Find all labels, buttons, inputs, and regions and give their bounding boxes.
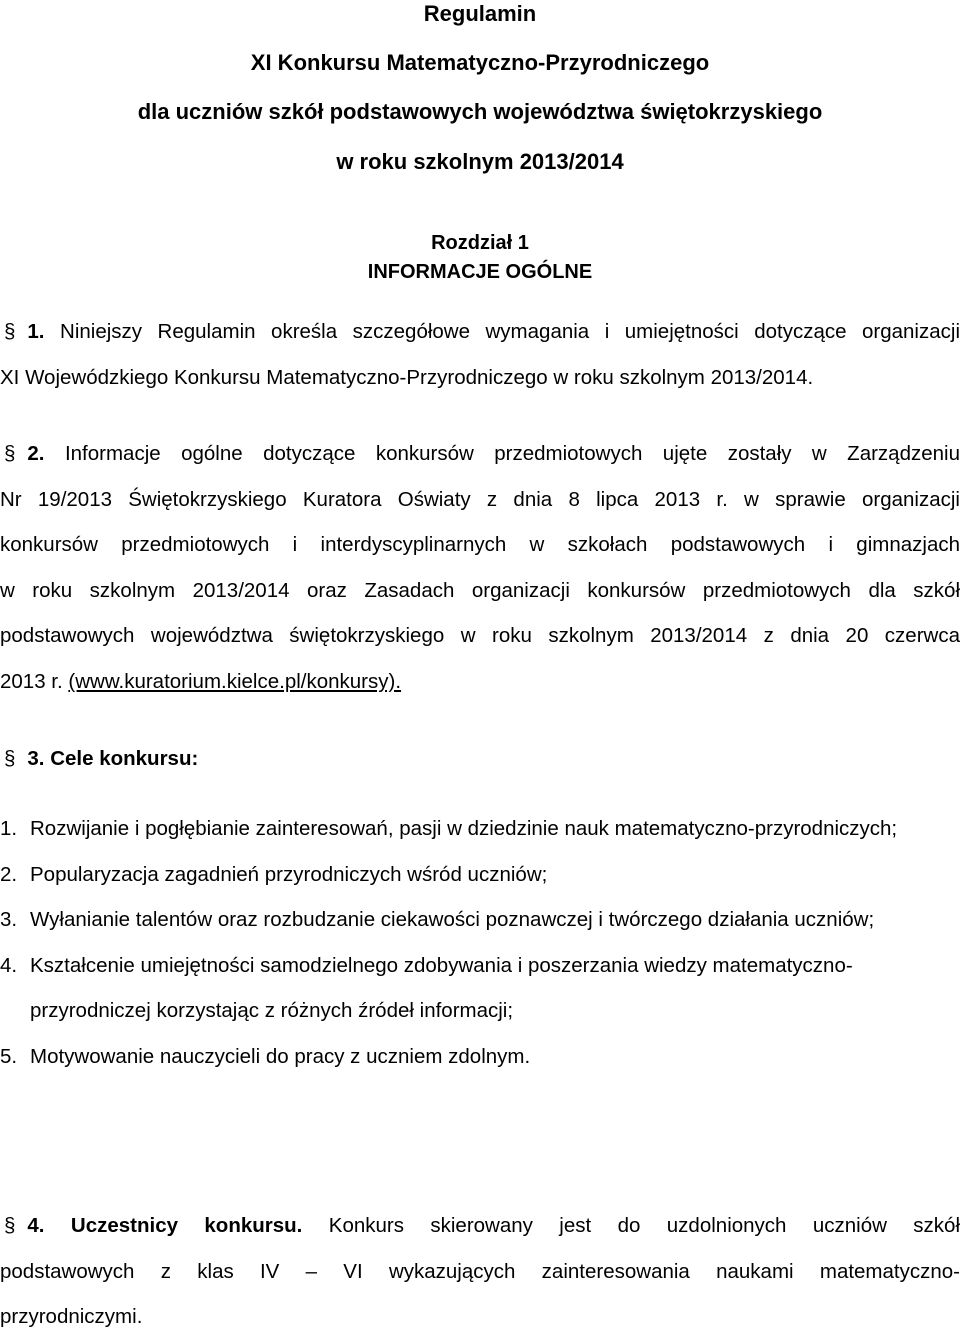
list-item	[0, 1034, 960, 1080]
paragraph-3-heading-text: 3. Cele konkursu:	[27, 747, 199, 770]
chapter-title: INFORMACJE OGÓLNE	[367, 261, 593, 283]
paragraph-4-line-3: przyrodniczymi.	[0, 1305, 143, 1329]
paragraph-1	[0, 309, 960, 400]
paragraph-2-line-4: w roku szkolnym 2013/2014 oraz Zasadach organizacji konkursów przedmiotowych dla szkół	[0, 578, 960, 602]
paragraph-2-line-2: Nr 19/2013 Świętokrzyskiego Kuratora Oświaty z dnia 8 lipca 2013 r. w sprawie organizacji	[0, 487, 960, 511]
section-sign: §	[4, 442, 16, 465]
list-item	[0, 943, 960, 1034]
paragraph-1-line-2: XI Wojewódzkiego Konkursu Matematyczno-Przyrodniczego w roku szkolnym 2013/2014.	[0, 365, 814, 389]
goal-text: Popularyzacja zagadnień przyrodniczych wśród uczniów;	[30, 862, 548, 886]
paragraph-4	[0, 1203, 960, 1340]
goal-text: Motywowanie nauczycieli do pracy z uczniem zdolnym.	[30, 1044, 531, 1068]
goal-text: Rozwijanie i pogłębianie zainteresowań, pasji w dziedzinie nauk matematyczno-przyrodniczych;	[30, 817, 898, 840]
paragraph-1-number: 1.	[27, 320, 45, 343]
goal-number: 2.	[0, 862, 18, 886]
paragraph-2-line-5: podstawowych województwa świętokrzyskiego w roku szkolnym 2013/2014 z dnia 20 czerwca	[0, 624, 960, 648]
paragraph-4-heading: 4. Uczestnicy konkursu.	[27, 1214, 303, 1237]
paragraph-2-text-6: 2013 r.	[0, 669, 69, 693]
document-title: Regulamin	[423, 1, 537, 26]
paragraph-2-line-1	[0, 431, 960, 477]
goal-number: 4.	[0, 953, 18, 977]
goals-list	[0, 806, 960, 1080]
document-subtitle-year: w roku szkolnym 2013/2014	[336, 149, 624, 174]
paragraph-1-line-1	[0, 309, 960, 355]
paragraph-2-line-6	[0, 659, 960, 705]
section-sign: §	[4, 747, 16, 770]
paragraph-3-heading	[0, 736, 198, 781]
paragraph-2	[0, 431, 960, 705]
section-sign: §	[4, 320, 16, 343]
goal-number: 3.	[0, 908, 18, 932]
goal-number: 1.	[0, 817, 18, 840]
section-sign: §	[4, 1214, 16, 1237]
paragraph-4-line-2: podstawowych z klas IV – VI wykazujących zainteresowania naukami matematyczno-	[0, 1259, 960, 1283]
paragraph-2-number: 2.	[27, 442, 45, 465]
list-item	[0, 806, 960, 852]
goal-text: Kształcenie umiejętności samodzielnego zdobywania i poszerzania wiedzy matematyczno-przyrodniczej korzystając z różnych źródeł informacji;	[30, 953, 853, 1023]
list-item	[0, 852, 960, 898]
goal-text: Wyłanianie talentów oraz rozbudzanie ciekawości poznawczej i twórczego działania uczniów;	[30, 908, 875, 932]
document-subtitle-audience: dla uczniów szkół podstawowych województwa świętokrzyskiego	[137, 99, 823, 124]
paragraph-4-line-1	[0, 1203, 960, 1249]
paragraph-2-text-1: Informacje ogólne dotyczące konkursów przedmiotowych ujęte zostały w Zarządzeniu	[64, 442, 960, 465]
goal-number: 5.	[0, 1044, 18, 1068]
paragraph-1-text-1: Niniejszy Regulamin określa szczegółowe wymagania i umiejętności dotyczące organizacji	[60, 320, 960, 343]
paragraph-2-line-3: konkursów przedmiotowych i interdyscyplinarnych w szkołach podstawowych i gimnazjach	[0, 533, 960, 557]
paragraph-4-text-1: Konkurs skierowany jest do uzdolnionych uczniów szkół	[328, 1214, 960, 1237]
kuratorium-link[interactable]: (www.kuratorium.kielce.pl/konkursy).	[68, 669, 402, 693]
chapter-number: Rozdział 1	[431, 232, 529, 254]
document-subtitle: XI Konkursu Matematyczno-Przyrodniczego	[250, 50, 710, 75]
list-item	[0, 897, 960, 943]
